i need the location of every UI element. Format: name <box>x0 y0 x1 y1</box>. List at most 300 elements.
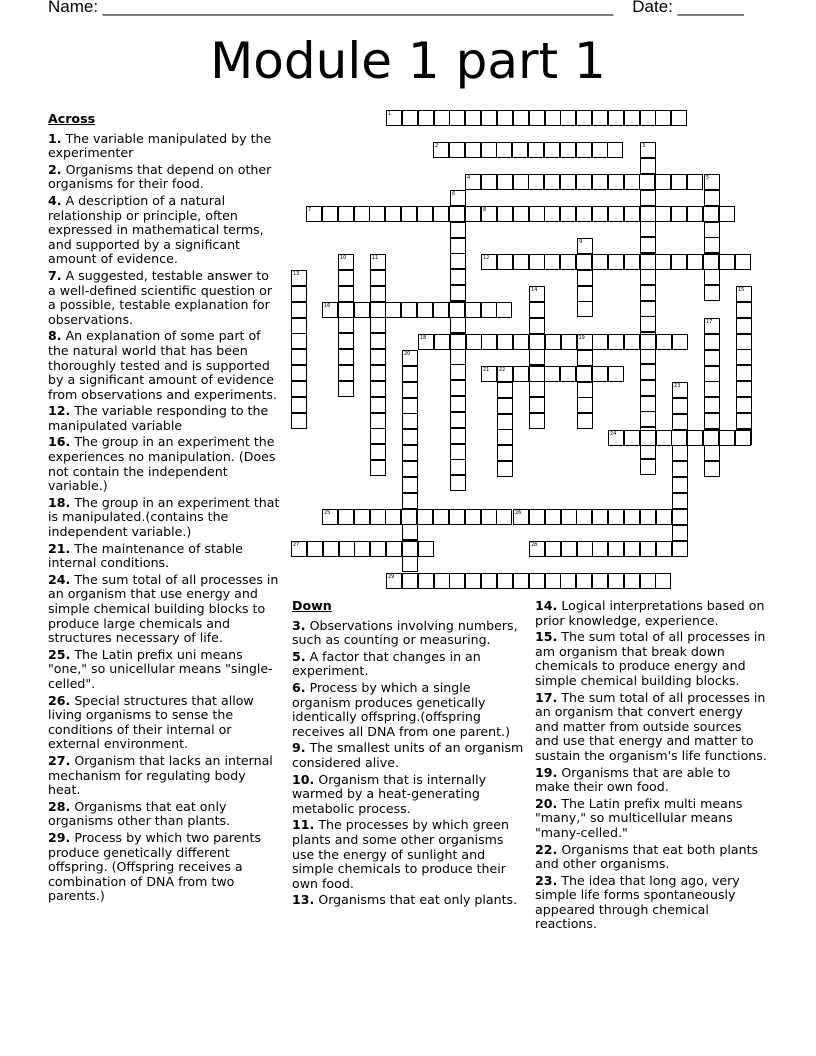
grid-cell[interactable] <box>704 461 720 477</box>
grid-cell[interactable] <box>655 206 671 222</box>
grid-cell[interactable] <box>703 254 719 270</box>
grid-cell[interactable] <box>577 301 593 317</box>
grid-cell[interactable] <box>386 573 402 589</box>
grid-cell[interactable] <box>450 396 466 412</box>
grid-cell[interactable] <box>608 509 624 525</box>
grid-cell[interactable] <box>385 302 401 318</box>
grid-cell[interactable] <box>655 110 671 126</box>
grid-cell[interactable] <box>370 397 386 413</box>
grid-cell[interactable] <box>624 430 640 446</box>
grid-cell[interactable] <box>577 270 593 286</box>
grid-cell[interactable] <box>687 206 703 222</box>
grid-cell[interactable] <box>592 334 608 350</box>
grid-cell[interactable] <box>370 302 386 318</box>
grid-cell[interactable] <box>465 174 481 190</box>
grid-cell[interactable] <box>370 349 386 365</box>
grid-cell[interactable] <box>513 366 529 382</box>
grid-cell[interactable] <box>481 174 497 190</box>
grid-cell[interactable] <box>322 302 338 318</box>
grid-cell[interactable] <box>592 206 608 222</box>
grid-cell[interactable] <box>370 460 386 476</box>
grid-cell[interactable] <box>370 444 386 460</box>
grid-cell[interactable] <box>369 206 385 222</box>
grid-cell[interactable] <box>450 364 466 380</box>
grid-cell[interactable] <box>291 365 307 381</box>
grid-cell[interactable] <box>291 302 307 318</box>
grid-cell[interactable] <box>607 142 623 158</box>
grid-cell[interactable] <box>322 206 338 222</box>
grid-cell[interactable] <box>496 509 512 525</box>
grid-cell[interactable] <box>640 430 656 446</box>
grid-cell[interactable] <box>560 174 576 190</box>
grid-cell[interactable] <box>639 174 655 190</box>
grid-cell[interactable] <box>577 413 593 429</box>
grid-cell[interactable] <box>497 110 513 126</box>
grid-cell[interactable] <box>608 254 624 270</box>
grid-cell[interactable] <box>370 413 386 429</box>
grid-cell[interactable] <box>608 174 624 190</box>
grid-cell[interactable] <box>465 573 481 589</box>
grid-cell[interactable] <box>385 509 401 525</box>
grid-cell[interactable] <box>544 206 560 222</box>
grid-cell[interactable] <box>529 286 545 302</box>
grid-cell[interactable] <box>719 254 735 270</box>
grid-cell[interactable] <box>672 414 688 430</box>
grid-cell[interactable] <box>434 573 450 589</box>
grid-cell[interactable] <box>401 509 417 525</box>
grid-cell[interactable] <box>529 318 545 334</box>
grid-cell[interactable] <box>291 270 307 286</box>
grid-cell[interactable] <box>577 541 593 557</box>
grid-cell[interactable] <box>529 366 545 382</box>
grid-cell[interactable] <box>291 413 307 429</box>
grid-cell[interactable] <box>624 541 640 557</box>
grid-cell[interactable] <box>529 413 545 429</box>
grid-cell[interactable] <box>592 142 608 158</box>
grid-cell[interactable] <box>640 459 656 475</box>
grid-cell[interactable] <box>450 190 466 206</box>
grid-cell[interactable] <box>338 381 354 397</box>
grid-cell[interactable] <box>496 302 512 318</box>
grid-cell[interactable] <box>338 317 354 333</box>
grid-cell[interactable] <box>704 445 720 461</box>
grid-cell[interactable] <box>434 110 450 126</box>
grid-cell[interactable] <box>656 334 672 350</box>
grid-cell[interactable] <box>370 428 386 444</box>
grid-cell[interactable] <box>307 541 323 557</box>
grid-cell[interactable] <box>528 142 544 158</box>
grid-cell[interactable] <box>592 509 608 525</box>
grid-cell[interactable] <box>402 493 418 509</box>
grid-cell[interactable] <box>401 302 417 318</box>
grid-cell[interactable] <box>608 541 624 557</box>
grid-cell[interactable] <box>544 254 560 270</box>
grid-cell[interactable] <box>560 573 576 589</box>
grid-cell[interactable] <box>545 110 561 126</box>
grid-cell[interactable] <box>465 110 481 126</box>
grid-cell[interactable] <box>402 429 418 445</box>
grid-cell[interactable] <box>577 397 593 413</box>
grid-cell[interactable] <box>354 509 370 525</box>
grid-cell[interactable] <box>338 509 354 525</box>
grid-cell[interactable] <box>291 541 307 557</box>
grid-cell[interactable] <box>291 349 307 365</box>
grid-cell[interactable] <box>624 110 640 126</box>
grid-cell[interactable] <box>671 110 687 126</box>
grid-cell[interactable] <box>370 254 386 270</box>
grid-cell[interactable] <box>544 174 560 190</box>
grid-cell[interactable] <box>402 573 418 589</box>
grid-cell[interactable] <box>481 254 497 270</box>
grid-cell[interactable] <box>449 142 465 158</box>
grid-cell[interactable] <box>402 398 418 414</box>
grid-cell[interactable] <box>608 573 624 589</box>
grid-cell[interactable] <box>418 573 434 589</box>
grid-cell[interactable] <box>529 397 545 413</box>
grid-cell[interactable] <box>385 206 401 222</box>
grid-cell[interactable] <box>640 158 656 174</box>
grid-cell[interactable] <box>529 110 545 126</box>
grid-cell[interactable] <box>386 541 402 557</box>
grid-cell[interactable] <box>529 349 545 365</box>
grid-cell[interactable] <box>672 461 688 477</box>
grid-cell[interactable] <box>497 461 513 477</box>
grid-cell[interactable] <box>497 254 513 270</box>
grid-cell[interactable] <box>338 270 354 286</box>
grid-cell[interactable] <box>402 541 418 557</box>
grid-cell[interactable] <box>497 334 513 350</box>
grid-cell[interactable] <box>481 302 497 318</box>
grid-cell[interactable] <box>671 206 687 222</box>
grid-cell[interactable] <box>512 142 528 158</box>
grid-cell[interactable] <box>704 237 720 253</box>
grid-cell[interactable] <box>513 254 529 270</box>
grid-cell[interactable] <box>450 238 466 254</box>
grid-cell[interactable] <box>577 238 593 254</box>
grid-cell[interactable] <box>640 142 656 158</box>
grid-cell[interactable] <box>417 206 433 222</box>
grid-cell[interactable] <box>402 366 418 382</box>
grid-cell[interactable] <box>577 382 593 398</box>
grid-cell[interactable] <box>450 428 466 444</box>
grid-cell[interactable] <box>370 317 386 333</box>
grid-cell[interactable] <box>672 477 688 493</box>
grid-cell[interactable] <box>735 430 751 446</box>
grid-cell[interactable] <box>529 254 545 270</box>
grid-cell[interactable] <box>704 397 720 413</box>
grid-cell[interactable] <box>624 174 640 190</box>
grid-cell[interactable] <box>736 365 752 381</box>
grid-cell[interactable] <box>576 206 592 222</box>
grid-cell[interactable] <box>704 334 720 350</box>
grid-cell[interactable] <box>322 509 338 525</box>
grid-cell[interactable] <box>656 541 672 557</box>
grid-cell[interactable] <box>450 317 466 333</box>
grid-cell[interactable] <box>386 110 402 126</box>
grid-cell[interactable] <box>608 430 624 446</box>
grid-cell[interactable] <box>354 302 370 318</box>
grid-cell[interactable] <box>592 541 608 557</box>
grid-cell[interactable] <box>513 509 529 525</box>
grid-cell[interactable] <box>703 430 719 446</box>
grid-cell[interactable] <box>418 334 434 350</box>
grid-cell[interactable] <box>291 333 307 349</box>
grid-cell[interactable] <box>561 509 577 525</box>
grid-cell[interactable] <box>624 206 640 222</box>
grid-cell[interactable] <box>449 573 465 589</box>
grid-cell[interactable] <box>513 206 529 222</box>
grid-cell[interactable] <box>402 445 418 461</box>
grid-cell[interactable] <box>529 381 545 397</box>
grid-cell[interactable] <box>624 254 640 270</box>
grid-cell[interactable] <box>672 398 688 414</box>
grid-cell[interactable] <box>529 509 545 525</box>
grid-cell[interactable] <box>577 286 593 302</box>
grid-cell[interactable] <box>655 174 671 190</box>
grid-cell[interactable] <box>640 380 656 396</box>
grid-cell[interactable] <box>640 285 656 301</box>
grid-cell[interactable] <box>704 285 720 301</box>
grid-cell[interactable] <box>402 461 418 477</box>
grid-cell[interactable] <box>655 254 671 270</box>
grid-cell[interactable] <box>354 541 370 557</box>
grid-cell[interactable] <box>449 509 465 525</box>
grid-cell[interactable] <box>465 509 481 525</box>
grid-cell[interactable] <box>672 493 688 509</box>
grid-cell[interactable] <box>370 286 386 302</box>
grid-cell[interactable] <box>497 206 513 222</box>
grid-cell[interactable] <box>513 334 529 350</box>
grid-cell[interactable] <box>671 430 687 446</box>
grid-cell[interactable] <box>450 444 466 460</box>
grid-cell[interactable] <box>703 206 719 222</box>
grid-cell[interactable] <box>433 302 449 318</box>
grid-cell[interactable] <box>497 429 513 445</box>
grid-cell[interactable] <box>402 382 418 398</box>
grid-cell[interactable] <box>529 334 545 350</box>
grid-cell[interactable] <box>449 302 465 318</box>
grid-cell[interactable] <box>640 301 656 317</box>
grid-cell[interactable] <box>497 366 513 382</box>
grid-cell[interactable] <box>450 334 466 350</box>
grid-cell[interactable] <box>481 366 497 382</box>
grid-cell[interactable] <box>640 334 656 350</box>
grid-cell[interactable] <box>704 381 720 397</box>
grid-cell[interactable] <box>449 206 465 222</box>
grid-cell[interactable] <box>481 509 497 525</box>
grid-cell[interactable] <box>736 397 752 413</box>
grid-cell[interactable] <box>592 254 608 270</box>
grid-cell[interactable] <box>704 222 720 238</box>
grid-cell[interactable] <box>449 110 465 126</box>
grid-cell[interactable] <box>370 333 386 349</box>
grid-cell[interactable] <box>402 413 418 429</box>
grid-cell[interactable] <box>433 206 449 222</box>
grid-cell[interactable] <box>592 110 608 126</box>
grid-cell[interactable] <box>576 142 592 158</box>
grid-cell[interactable] <box>338 365 354 381</box>
grid-cell[interactable] <box>576 366 592 382</box>
grid-cell[interactable] <box>481 142 497 158</box>
grid-cell[interactable] <box>592 573 608 589</box>
grid-cell[interactable] <box>338 286 354 302</box>
grid-cell[interactable] <box>687 254 703 270</box>
grid-cell[interactable] <box>624 334 640 350</box>
date-blank[interactable]: _______ <box>677 0 744 16</box>
grid-cell[interactable] <box>736 334 752 350</box>
grid-cell[interactable] <box>418 110 434 126</box>
grid-cell[interactable] <box>719 430 735 446</box>
grid-cell[interactable] <box>291 318 307 334</box>
grid-cell[interactable] <box>529 573 545 589</box>
grid-cell[interactable] <box>433 142 449 158</box>
grid-cell[interactable] <box>450 459 466 475</box>
grid-cell[interactable] <box>513 573 529 589</box>
grid-cell[interactable] <box>704 269 720 285</box>
grid-cell[interactable] <box>624 509 640 525</box>
grid-cell[interactable] <box>640 254 656 270</box>
grid-cell[interactable] <box>560 366 576 382</box>
grid-cell[interactable] <box>529 302 545 318</box>
grid-cell[interactable] <box>608 206 624 222</box>
grid-cell[interactable] <box>402 110 418 126</box>
grid-cell[interactable] <box>339 541 355 557</box>
grid-cell[interactable] <box>704 366 720 382</box>
grid-cell[interactable] <box>291 286 307 302</box>
grid-cell[interactable] <box>624 573 640 589</box>
grid-cell[interactable] <box>577 350 593 366</box>
grid-cell[interactable] <box>576 254 592 270</box>
grid-cell[interactable] <box>497 382 513 398</box>
grid-cell[interactable] <box>672 541 688 557</box>
grid-cell[interactable] <box>401 206 417 222</box>
grid-cell[interactable] <box>465 302 481 318</box>
grid-cell[interactable] <box>560 206 576 222</box>
grid-cell[interactable] <box>704 190 720 206</box>
grid-cell[interactable] <box>656 509 672 525</box>
grid-cell[interactable] <box>704 350 720 366</box>
grid-cell[interactable] <box>450 380 466 396</box>
grid-cell[interactable] <box>656 430 672 446</box>
grid-cell[interactable] <box>323 541 339 557</box>
grid-cell[interactable] <box>640 541 656 557</box>
grid-cell[interactable] <box>450 475 466 491</box>
grid-cell[interactable] <box>608 366 624 382</box>
grid-cell[interactable] <box>466 334 482 350</box>
grid-cell[interactable] <box>640 221 656 237</box>
grid-cell[interactable] <box>417 302 433 318</box>
grid-cell[interactable] <box>592 174 608 190</box>
grid-cell[interactable] <box>545 541 561 557</box>
grid-cell[interactable] <box>640 348 656 364</box>
grid-cell[interactable] <box>640 573 656 589</box>
grid-cell[interactable] <box>704 318 720 334</box>
grid-cell[interactable] <box>450 349 466 365</box>
grid-cell[interactable] <box>687 430 703 446</box>
grid-cell[interactable] <box>592 366 608 382</box>
grid-cell[interactable] <box>465 206 481 222</box>
grid-cell[interactable] <box>672 525 688 541</box>
grid-cell[interactable] <box>450 222 466 238</box>
grid-cell[interactable] <box>576 110 592 126</box>
grid-cell[interactable] <box>736 286 752 302</box>
grid-cell[interactable] <box>528 174 544 190</box>
grid-cell[interactable] <box>736 381 752 397</box>
grid-cell[interactable] <box>497 414 513 430</box>
grid-cell[interactable] <box>465 142 481 158</box>
grid-cell[interactable] <box>481 206 497 222</box>
grid-cell[interactable] <box>291 397 307 413</box>
grid-cell[interactable] <box>370 541 386 557</box>
grid-cell[interactable] <box>576 174 592 190</box>
grid-cell[interactable] <box>640 316 656 332</box>
grid-cell[interactable] <box>560 110 576 126</box>
grid-cell[interactable] <box>640 190 656 206</box>
grid-cell[interactable] <box>338 333 354 349</box>
grid-cell[interactable] <box>513 110 529 126</box>
grid-cell[interactable] <box>370 509 386 525</box>
grid-cell[interactable] <box>434 334 450 350</box>
grid-cell[interactable] <box>704 413 720 429</box>
grid-cell[interactable] <box>338 349 354 365</box>
grid-cell[interactable] <box>402 556 418 572</box>
name-blank[interactable]: ______________________________________________________ <box>102 0 614 16</box>
grid-cell[interactable] <box>704 174 720 190</box>
grid-cell[interactable] <box>529 541 545 557</box>
grid-cell[interactable] <box>560 254 576 270</box>
grid-cell[interactable] <box>450 253 466 269</box>
grid-cell[interactable] <box>402 477 418 493</box>
grid-cell[interactable] <box>576 573 592 589</box>
grid-cell[interactable] <box>576 509 592 525</box>
grid-cell[interactable] <box>338 302 354 318</box>
grid-cell[interactable] <box>306 206 322 222</box>
grid-cell[interactable] <box>402 524 418 540</box>
grid-cell[interactable] <box>370 381 386 397</box>
grid-cell[interactable] <box>496 142 512 158</box>
grid-cell[interactable] <box>513 174 529 190</box>
grid-cell[interactable] <box>354 206 370 222</box>
grid-cell[interactable] <box>736 302 752 318</box>
grid-cell[interactable] <box>291 381 307 397</box>
grid-cell[interactable] <box>450 285 466 301</box>
grid-cell[interactable] <box>529 206 545 222</box>
grid-cell[interactable] <box>608 110 624 126</box>
grid-cell[interactable] <box>481 573 497 589</box>
grid-cell[interactable] <box>450 269 466 285</box>
grid-cell[interactable] <box>671 254 687 270</box>
grid-cell[interactable] <box>545 573 561 589</box>
grid-cell[interactable] <box>402 350 418 366</box>
grid-cell[interactable] <box>545 334 561 350</box>
grid-cell[interactable] <box>544 366 560 382</box>
grid-cell[interactable] <box>672 445 688 461</box>
grid-cell[interactable] <box>417 509 433 525</box>
grid-cell[interactable] <box>640 411 656 427</box>
grid-cell[interactable] <box>450 412 466 428</box>
grid-cell[interactable] <box>640 237 656 253</box>
grid-cell[interactable] <box>497 174 513 190</box>
grid-cell[interactable] <box>735 254 751 270</box>
grid-cell[interactable] <box>640 269 656 285</box>
grid-cell[interactable] <box>370 365 386 381</box>
grid-cell[interactable] <box>544 142 560 158</box>
grid-cell[interactable] <box>672 334 688 350</box>
grid-cell[interactable] <box>418 541 434 557</box>
grid-cell[interactable] <box>338 206 354 222</box>
grid-cell[interactable] <box>687 174 703 190</box>
grid-cell[interactable] <box>481 334 497 350</box>
